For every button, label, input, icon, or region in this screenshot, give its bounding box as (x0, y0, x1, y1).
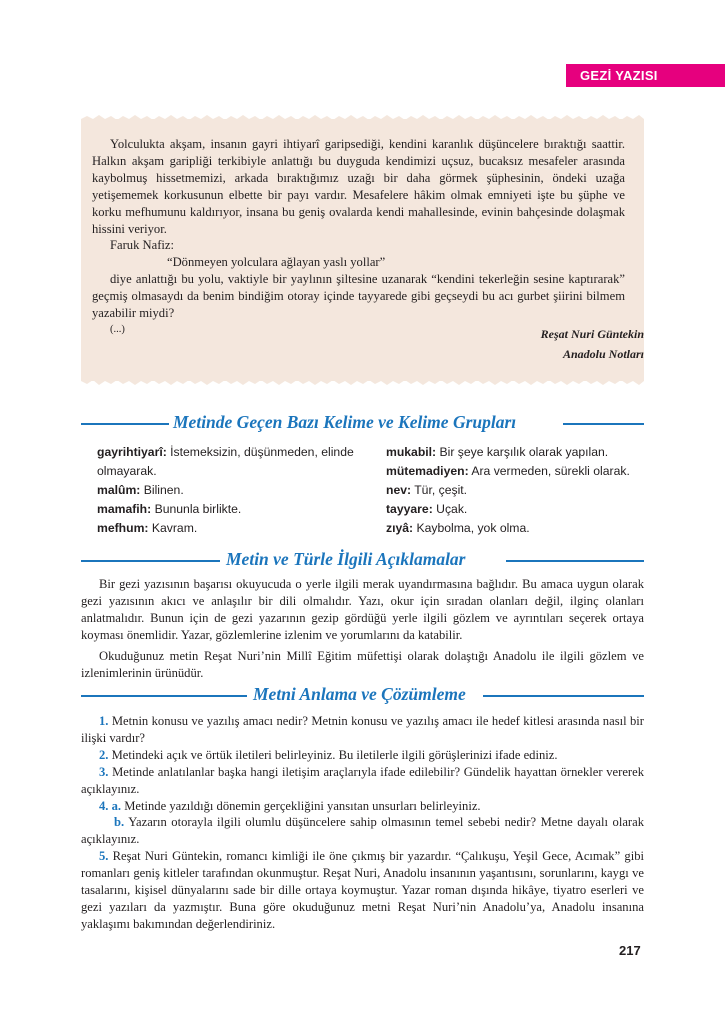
vocab-list-left (97, 443, 361, 538)
excerpt-paragraph-1: Yolculukta akşam, insanın gayri ihtiyarî garipsediği, kendini karanlık düşüncelere bıraktığı saattir. Halkın akşam garipliği terkibiyle anlattığı bu duyguda kendimizi uçsuz, bucaksız mesafeler arasında kaybolmuş hissetmemizi, arkada bıraktığımız uzağı bir daha görmek şüphesinin, öndeki uzağa yetişememek korkusunun elbette bir payı vardır. Mesafelere hâkim olmak emniyeti işte bu şüphe ve korku mefhumunu kaldırıyor, insana bu geniş ovalarda kendi mahallesinde, evinin bahçesinde dolaşmak hissini veriyor. (92, 137, 625, 236)
page-number: 217 (619, 943, 641, 958)
vocab-heading-text: Metinde Geçen Bazı Kelime ve Kelime Grupları (173, 412, 517, 432)
vocab-entry: mütemadiyen: Ara vermeden, sürekli olarak. (386, 463, 630, 478)
heading-rule-right (563, 423, 644, 425)
vocab-list-right (386, 443, 644, 538)
question-2: 2. Metindeki açık ve örtük iletileri belirleyiniz. Bu iletilerle ilgili görüşlerinizi ifade ediniz. (99, 747, 558, 762)
section-tag: GEZİ YAZISI (566, 64, 725, 87)
vocab-entry: mukabil: Bir şeye karşılık olarak yapılan. (386, 445, 609, 459)
author-name: Reşat Nuri Güntekin (540, 327, 644, 341)
vocab-entry: mefhum: Kavram. (97, 520, 198, 535)
genre-heading-text: Metin ve Türle İlgili Açıklamalar (226, 549, 466, 569)
torn-edge-top (81, 114, 644, 126)
question-1: 1. Metnin konusu ve yazılış amacı nedir? Metnin konusu ve yazılış amacı ile hedef kitlesi arasında nasıl bir ilişki vardır? (81, 714, 644, 745)
genre-paragraph-1: Bir gezi yazısının başarısı okuyucuda o yerle ilgili merak uyandırmasına bağlıdır. Bu amaca uygun olarak gezi yazısının akıcı ve anlaşılır bir dili olmalıdır. Yazı, okur için sıradan olanları değil, ilginç olanları anlatmalıdır. Bunun için de gezi yazarının gezip gördüğü yerle ilgili gözlem ve ayrıntıları seçerek ortaya koyması önemlidir. Yazar, gözlemlerine izlenim ve yorumlarını da katabilir. (81, 577, 644, 642)
torn-edge-bottom (81, 374, 644, 386)
question-4b: b. Yazarın otorayla ilgili olumlu düşüncelere sahip olmasının temel sebebi nedir? Metne dayalı olarak açıklayınız. (81, 815, 644, 847)
vocab-entry: tayyare: Uçak. (386, 501, 468, 516)
question-5: 5. Reşat Nuri Güntekin, romancı kimliği ile öne çıkmış bir yazardır. “Çalıkuşu, Yeşil Gece, Acımak” gibi romanları geniş kitleler tarafından okunmuştur. Reşat Nuri, Anadolu insanının yaşantısını, sorunlarını, kaygı ve tasalarını, kişisel dünyalarını sade bir dille ortaya koymuştur. Yazar roman dışında hikâye, tiyatro eserleri ve gezi yazıları da yazmıştır. Buna göre okuduğunuz metni Reşat Nuri’nin Anadolu’ya, Anadolu insanına yaklaşımı bakımından değerlendiriniz. (81, 849, 644, 931)
questions-heading (81, 684, 644, 704)
genre-explanation (81, 576, 644, 681)
question-3: 3. Metinde anlatılanlar başka hangi iletişim araçlarıyla ifade edilebilir? Gündelik hayattan örnekler vererek açıklayınız. (81, 764, 644, 796)
source-title: Anadolu Notları (562, 347, 644, 361)
poet-line: Faruk Nafiz: (110, 238, 174, 253)
heading-rule-left (81, 423, 169, 425)
genre-heading (81, 549, 644, 569)
questions-list (81, 713, 644, 933)
excerpt-box (81, 119, 644, 381)
poem-quote: “Dönmeyen yolculara ağlayan yaslı yollar” (167, 255, 386, 270)
excerpt-text (92, 136, 625, 339)
excerpt-ellipsis: (...) (110, 323, 125, 335)
excerpt-paragraph-2: diye anlattığı bu yolu, vaktiyle bir yaylının şiltesine uzanarak “kendini tekerleğin sesine kaptırarak” geçmiş olmasaydı da benim bindiğim otoray içinde tayyarede gibi geçseydi bu acı gurbet şiirini bilmem yazabilir miydi? (92, 272, 625, 321)
vocab-entry: malûm: Bilinen. (97, 482, 184, 497)
genre-paragraph-2: Okuduğunuz metin Reşat Nuri’nin Millî Eğitim müfettişi olarak dolaştığı Anadolu ile ilgili gözlem ve izlenimlerinin ürünüdür. (81, 648, 644, 680)
vocab-entry: mamafih: Bununla birlikte. (97, 501, 242, 516)
vocab-heading (81, 412, 644, 432)
question-4a: 4. a. Metinde yazıldığı dönemin gerçekliğini yansıtan unsurları belirleyiniz. (99, 798, 481, 813)
heading-rule-right (483, 695, 644, 697)
questions-heading-text: Metni Anlama ve Çözümleme (253, 684, 466, 704)
heading-rule-left (81, 560, 220, 562)
vocab-entry: nev: Tür, çeşit. (386, 482, 468, 497)
vocab-entry: zıyâ: Kaybolma, yok olma. (386, 520, 530, 535)
vocab-entry: gayrihtiyarî: İstemeksizin, düşünmeden, elinde olmayarak. (97, 445, 354, 478)
heading-rule-left (81, 695, 247, 697)
heading-rule-right (506, 560, 644, 562)
